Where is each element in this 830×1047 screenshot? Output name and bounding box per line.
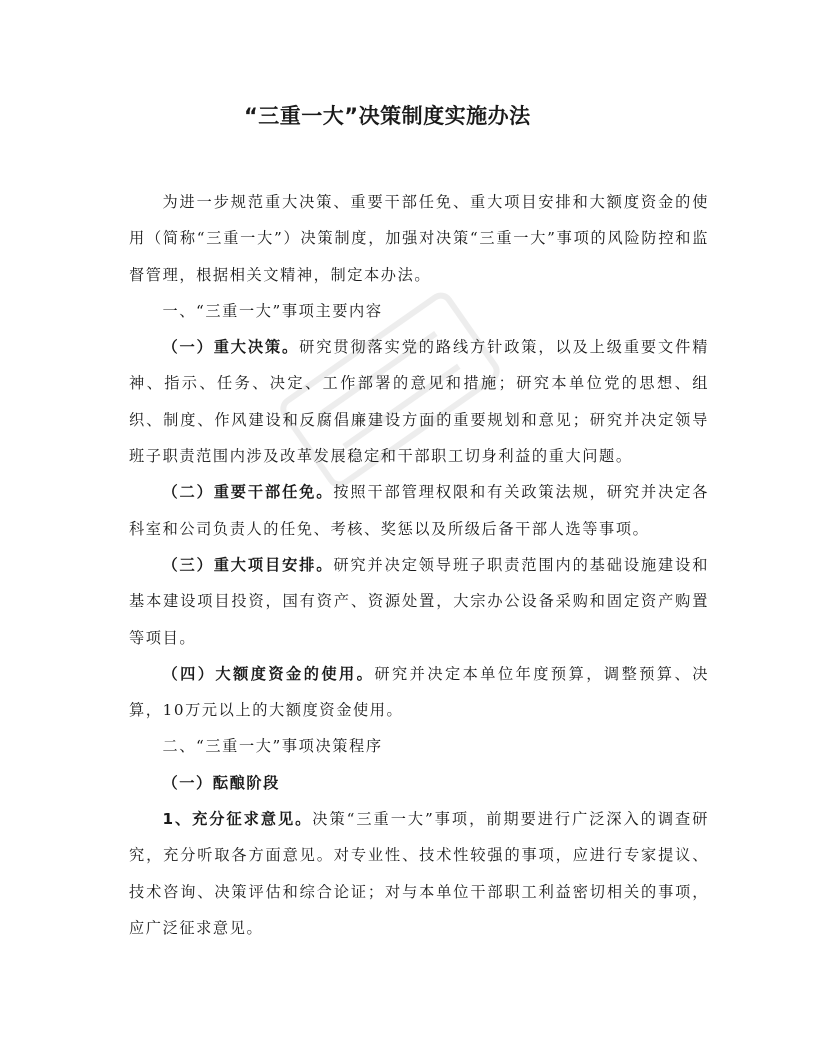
section-2-item-1 [129, 801, 709, 946]
document-title: “三重一大”决策制度实施办法 [244, 104, 531, 128]
item-label: 1、充分征求意见。 [162, 810, 313, 829]
item-text: 决策“三重一大”事项，前期要进行广泛深入的调查研究，充分听取各方面意见。对专业性、技术性较强的事项，应进行专家提议、技术咨询、决策评估和综合论证；对与本单位干部职工利益密切相关的事项，应广泛征求意见。 [129, 810, 709, 937]
item-text: 按照干部管理权限和有关政策法规，研究并决定各科室和公司负责人的任免、考核、奖惩以及所级后备干部人选等事项。 [129, 483, 710, 538]
intro-paragraph: 为进一步规范重大决策、重要干部任免、重大项目安排和大额度资金的使用（简称“三重一大”）决策制度，加强对决策“三重一大”事项的风险防控和监督管理，根据相关文精神，制定本办法。 [129, 193, 709, 284]
document-body [129, 184, 709, 946]
item-text: 研究并决定本单位年度预算，调整预算、决算，10万元以上的大额度资金使用。 [129, 664, 709, 720]
section-1-item-4 [129, 656, 709, 729]
section-1-item-2 [129, 474, 709, 547]
item-label: （二）重要干部任免。 [162, 483, 334, 502]
section-1-heading: 一、“三重一大”事项主要内容 [162, 301, 383, 320]
item-text: 研究并决定领导班子职责范围内的基础设施建设和基本建设项目投资，国有资产、资源处置，大宗办公设备采购和固定资产购置等项目。 [129, 555, 710, 647]
section-1-item-3 [129, 547, 709, 656]
section-2-heading: 二、“三重一大”事项决策程序 [162, 737, 383, 756]
item-label: （四）大额度资金的使用。 [162, 664, 375, 683]
item-label: （三）重大项目安排。 [162, 555, 334, 574]
item-text: 研究贯彻落实党的路线方针政策，以及上级重要文件精神、指示、任务、决定、工作部署的意见和措施；研究本单位党的思想、组织、制度、作风建设和反腐倡廉建设方面的重要规划和意见；研究并决定领导班子职责范围内涉及改革发展稳定和干部职工切身利益的重大问题。 [129, 338, 709, 466]
section-1-item-1 [129, 329, 709, 474]
item-label: （一）重大决策。 [162, 338, 300, 357]
section-2-subheading: （一）酝酿阶段 [162, 773, 280, 792]
